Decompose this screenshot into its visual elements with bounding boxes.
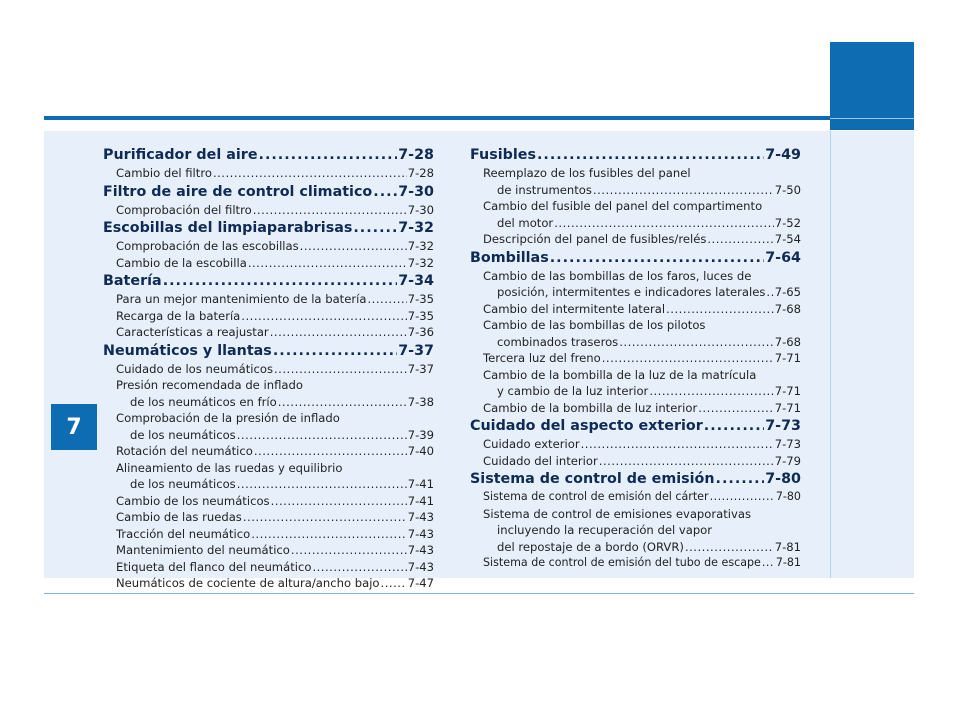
dot-leader — [259, 145, 398, 165]
entry-title-line: Cambio de las bombillas de los pilotos — [483, 318, 706, 332]
dot-leader — [254, 443, 407, 460]
entry-title: Tercera luz del freno — [483, 351, 601, 365]
page-number: 7-73 — [774, 437, 801, 451]
dot-leader — [710, 489, 775, 506]
toc-subentry[interactable] — [103, 238, 434, 255]
entry-title: Comprobación de las escobillas — [116, 239, 299, 253]
toc-subentry[interactable] — [103, 427, 434, 444]
page-number: 7-54 — [774, 232, 801, 246]
entry-title: del motor — [497, 215, 554, 230]
toc-subentry[interactable] — [103, 476, 434, 493]
dot-leader — [685, 539, 774, 556]
toc-subentry[interactable] — [103, 291, 434, 308]
page-number: 7-32 — [407, 255, 434, 270]
toc-section-entry[interactable] — [103, 145, 434, 165]
toc-subentry[interactable] — [103, 559, 434, 576]
toc-subentry[interactable] — [470, 400, 801, 417]
entry-title: de instrumentos — [497, 182, 592, 197]
toc-subentry[interactable] — [103, 324, 434, 341]
entry-title: Cambio de las ruedas — [116, 510, 242, 524]
dot-leader — [666, 301, 774, 318]
dot-leader — [274, 361, 407, 378]
dot-leader — [766, 284, 773, 301]
entry-title: Etiqueta del flanco del neumático — [116, 559, 312, 574]
toc-subentry[interactable] — [470, 182, 801, 199]
entry-title: Filtro de aire de control climatico — [103, 183, 373, 200]
entry-title: posición, intermitentes e indicadores laterales — [497, 285, 766, 299]
entry-title: Cambio del intermitente lateral — [483, 301, 666, 316]
dot-leader — [251, 526, 406, 543]
toc-subentry[interactable] — [470, 555, 801, 572]
entry-title: Para un mejor mantenimiento de la batería — [116, 292, 367, 306]
page-number: 7-80 — [765, 471, 801, 487]
page-number: 7-43 — [407, 526, 434, 541]
dot-leader — [537, 145, 764, 165]
page-number: 7-30 — [407, 202, 434, 217]
page-number: 7-49 — [765, 147, 801, 163]
page-number: 7-43 — [407, 559, 434, 574]
dot-leader — [619, 334, 773, 351]
dot-leader — [707, 231, 773, 248]
entry-title: Cuidado del interior — [483, 453, 598, 468]
chapter-number: 7 — [51, 404, 97, 450]
toc-section-entry[interactable] — [103, 271, 434, 291]
page-number: 7-35 — [407, 292, 434, 306]
dot-leader — [312, 559, 406, 576]
dot-leader — [698, 400, 773, 417]
entry-title: de los neumáticos — [130, 477, 236, 491]
entry-title-line: Cambio de las bombillas de los faros, luces de — [483, 268, 752, 283]
entry-title: Purificador del aire — [103, 147, 258, 163]
entry-title: Cuidado exterior — [483, 437, 580, 451]
toc-subentry[interactable] — [470, 231, 801, 248]
toc-subentry[interactable] — [470, 436, 801, 453]
dot-leader — [762, 555, 775, 572]
entry-title: Batería — [103, 273, 162, 289]
page-number: 7-50 — [774, 182, 801, 197]
entry-title: Fusibles — [470, 147, 536, 163]
dot-leader — [237, 476, 407, 493]
toc-section-entry[interactable] — [470, 416, 801, 436]
dot-leader — [602, 350, 774, 367]
page-number: 7-41 — [407, 493, 434, 508]
page-number: 7-28 — [407, 166, 434, 180]
entry-title: Neumáticos y llantas — [103, 342, 272, 359]
entry-title-line: Reemplazo de los fusibles del panel — [483, 166, 691, 180]
footer-rule — [44, 593, 914, 594]
dot-leader — [593, 182, 774, 199]
entry-title: Mantenimiento del neumático — [116, 543, 290, 557]
dot-leader — [248, 255, 407, 272]
page-number: 7-68 — [774, 334, 801, 349]
entry-title: Neumáticos de cociente de altura/ancho bajo — [116, 576, 380, 590]
page-number: 7-41 — [407, 477, 434, 491]
dot-leader — [243, 509, 407, 526]
toc-subentry[interactable] — [103, 443, 434, 460]
entry-title: Tracción del neumático — [116, 526, 251, 541]
toc-section-entry[interactable] — [103, 218, 434, 238]
dot-leader — [163, 271, 398, 291]
header-rule — [44, 116, 830, 120]
toc-section-entry[interactable] — [470, 469, 801, 489]
toc-subentry[interactable] — [470, 350, 801, 367]
page-number: 7-81 — [774, 539, 801, 554]
entry-title: Cambio del filtro — [116, 166, 212, 180]
dot-leader — [241, 308, 406, 325]
page-number: 7-65 — [774, 285, 801, 299]
page-number: 7-64 — [765, 249, 801, 266]
dot-leader — [367, 291, 406, 308]
toc-section-entry[interactable] — [103, 341, 434, 361]
entry-title: de los neumáticos en frío — [130, 394, 277, 409]
entry-title-line: Sistema de control de emisiones evaporativas — [483, 506, 752, 521]
toc-section-entry[interactable] — [470, 248, 801, 268]
dot-leader — [300, 238, 407, 255]
toc-subentry[interactable] — [103, 165, 434, 182]
page-number: 7-71 — [774, 400, 801, 415]
entry-title: Cuidado del aspecto exterior — [470, 418, 703, 434]
page-number: 7-28 — [398, 147, 434, 163]
dot-leader — [599, 453, 774, 470]
entry-title-line: Presión recomendada de inflado — [116, 378, 303, 392]
entry-title: Bombillas — [470, 249, 549, 266]
page-number: 7-81 — [775, 556, 801, 569]
toc-subentry[interactable] — [103, 255, 434, 272]
page-number: 7-37 — [398, 342, 434, 359]
toc-column-right — [470, 145, 801, 572]
page-number: 7-47 — [407, 576, 434, 590]
page-number: 7-43 — [407, 543, 434, 557]
entry-title: Cambio de los neumáticos — [116, 493, 270, 508]
entry-title: Características a reajustar — [116, 325, 269, 339]
page-number: 7-36 — [407, 325, 434, 339]
entry-title: combinados traseros — [497, 334, 619, 349]
dot-leader — [213, 165, 407, 182]
dot-leader — [550, 248, 765, 268]
dot-leader — [270, 324, 407, 341]
entry-title: Recarga de la batería — [116, 308, 241, 323]
toc-subentry[interactable] — [470, 301, 801, 318]
page-number: 7-34 — [398, 273, 434, 289]
entry-title-line: Cambio del fusible del panel del compartimento — [483, 199, 763, 213]
entry-title: Sistema de control de emisión del cárter — [483, 490, 709, 503]
side-divider — [830, 131, 831, 578]
chapter-tab — [830, 42, 914, 130]
toc-section-entry[interactable] — [103, 182, 434, 202]
toc-subentry[interactable] — [103, 575, 434, 592]
page-number: 7-32 — [407, 239, 434, 253]
page-number: 7-35 — [407, 308, 434, 323]
dot-leader — [381, 575, 407, 592]
toc-subentry[interactable] — [470, 489, 801, 506]
entry-title-line: Cambio de la bombilla de la luz de la matrícula — [483, 367, 757, 382]
entry-title: de los neumáticos — [130, 427, 236, 442]
page-number: 7-73 — [765, 418, 801, 434]
dot-leader — [271, 493, 407, 510]
entry-title: Sistema de control de emisión del tubo de escape — [483, 556, 761, 569]
entry-title: Cambio de la escobilla — [116, 255, 247, 270]
dot-leader — [373, 182, 397, 202]
page-number: 7-80 — [775, 490, 801, 503]
dot-leader — [273, 341, 397, 361]
entry-title-line: Alineamiento de las ruedas y equilibrio — [116, 460, 343, 475]
page-number: 7-71 — [774, 384, 801, 398]
page-number: 7-43 — [407, 510, 434, 524]
entry-title: Cambio de la bombilla de luz interior — [483, 400, 698, 415]
page-number: 7-52 — [774, 215, 801, 230]
toc-subentry[interactable] — [470, 453, 801, 470]
page-number: 7-32 — [398, 220, 434, 236]
toc-subentry[interactable] — [103, 308, 434, 325]
entry-title-line: Comprobación de la presión de inflado — [116, 411, 340, 425]
dot-leader — [291, 542, 407, 559]
toc-subentry[interactable] — [103, 493, 434, 510]
dot-leader — [278, 394, 407, 411]
toc-section-entry[interactable] — [470, 145, 801, 165]
dot-leader — [704, 416, 764, 436]
page-number: 7-71 — [774, 351, 801, 365]
toc-subentry[interactable] — [470, 383, 801, 400]
page-number: 7-30 — [398, 183, 434, 200]
entry-title: Cuidado de los neumáticos — [116, 361, 273, 376]
dot-leader — [237, 427, 407, 444]
dot-leader — [716, 469, 765, 489]
toc-subentry[interactable] — [103, 526, 434, 543]
entry-title: Descripción del panel de fusibles/relés — [483, 232, 707, 246]
page-number: 7-68 — [774, 301, 801, 316]
page-number: 7-37 — [407, 361, 434, 376]
toc-subentry[interactable] — [103, 361, 434, 378]
dot-leader — [554, 215, 773, 232]
entry-title: Comprobación del filtro — [116, 202, 252, 217]
toc-subentry[interactable] — [470, 539, 801, 556]
toc-subentry[interactable] — [470, 284, 801, 301]
page-number: 7-38 — [407, 394, 434, 409]
dot-leader — [353, 218, 397, 238]
toc-subentry[interactable] — [103, 202, 434, 219]
dot-leader — [581, 436, 774, 453]
dot-leader — [649, 383, 773, 400]
page-number: 7-40 — [407, 444, 434, 458]
entry-title: Sistema de control de emisión — [470, 471, 715, 487]
entry-title-line: incluyendo la recuperación del vapor — [497, 523, 713, 537]
toc-subentry[interactable] — [103, 394, 434, 411]
header-rule-thin — [830, 118, 914, 119]
toc-subentry[interactable] — [470, 215, 801, 232]
toc-subentry[interactable] — [103, 509, 434, 526]
entry-title: Escobillas del limpiaparabrisas — [103, 220, 353, 236]
side-panel — [830, 131, 914, 578]
entry-title: Rotación del neumático — [116, 444, 253, 458]
entry-title: del repostaje de a bordo (ORVR) — [497, 539, 684, 554]
toc-subentry[interactable] — [103, 542, 434, 559]
dot-leader — [253, 202, 407, 219]
toc-column-left — [103, 145, 434, 592]
toc-subentry[interactable] — [470, 334, 801, 351]
page-number: 7-39 — [407, 427, 434, 442]
entry-title: y cambio de la luz interior — [497, 384, 649, 398]
page-number: 7-79 — [774, 453, 801, 468]
